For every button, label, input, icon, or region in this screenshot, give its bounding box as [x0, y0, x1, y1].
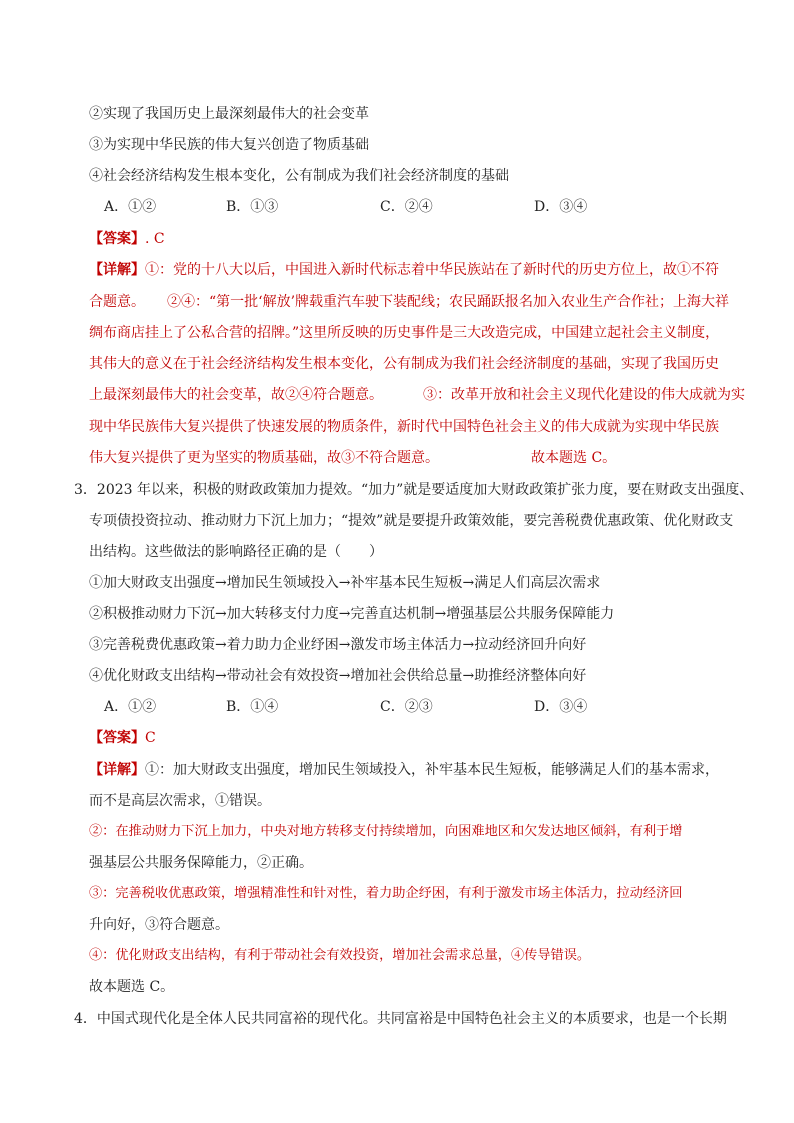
- q2-option-a: A．①②: [104, 199, 157, 215]
- q2-detail-line-2: [89, 292, 729, 312]
- q3-stem-line-1: 3．2023 年以来，积极的财政政策加力提效。“加力”就是要适度加大财政政策扩张力度，要在财政支出强度、: [74, 482, 754, 498]
- answer-value: . C: [145, 231, 165, 247]
- q4-stem-line-1: 4．中国式现代化是全体人民共同富裕的现代化。共同富裕是中国特色社会主义的本质要求，也是一个长期: [74, 1011, 727, 1027]
- q2-detail-line-6: 现中华民族伟大复兴提供了快速发展的物质条件，新时代中国特色社会主义的伟大成就为实现中华民族: [89, 419, 719, 435]
- q2-option-d: D．③④: [534, 199, 588, 215]
- q3-option-c: C．②③: [380, 699, 433, 715]
- detail-text: ②④：“第一批‘解放’牌载重汽车驶下装配线；农民踊跃报名加入农业生产合作社；上海大祥: [167, 294, 730, 310]
- answer-value: C: [145, 730, 156, 746]
- detail-text: 合题意。: [89, 294, 145, 310]
- detail-text: ①：党的十八大以后，中国进入新时代标志着中华民族站在了新时代的历史方位上，故①不符: [145, 262, 719, 278]
- detail-text: ③：改革开放和社会主义现代化建设的伟大成就为实: [423, 387, 745, 403]
- q3-detail-line-1: [89, 760, 719, 780]
- q3-statement-3: ③完善税费优惠政策→着力助力企业纾困→激发市场主体活力→拉动经济回升向好: [89, 637, 587, 653]
- q3-stem-line-2: 专项债投资拉动、推动财力下沉上加力；“提效”就是要提升政策效能，要完善税费优惠政策、优化财政支: [89, 513, 734, 529]
- q3-detail-line-6: 升向好，③符合题意。: [89, 917, 229, 933]
- detail-label: 【详解】: [89, 762, 145, 778]
- detail-text: 伟大复兴提供了更为坚实的物质基础，故③不符合题意。: [89, 450, 439, 466]
- q2-detail-line-4: 其伟大的意义在于社会经济结构发生根本变化，公有制成为我们社会经济制度的基础，实现了我国历史: [89, 356, 719, 372]
- q2-option-c: C．②④: [380, 199, 433, 215]
- detail-text: ①：加大财政支出强度，增加民生领域投入，补牢基本民生短板，能够满足人们的基本需求，: [145, 762, 719, 778]
- q3-detail-line-3: ②：在推动财力下沉上加力，中央对地方转移支付持续增加，向困难地区和欠发达地区倾斜，有利于增: [89, 824, 683, 839]
- answer-label: 【答案】: [89, 231, 145, 247]
- q2-option-b: B．①③: [226, 199, 279, 215]
- q3-detail-line-4: 强基层公共服务保障能力，②正确。: [89, 855, 313, 871]
- q2-statement-3: ③为实现中华民族的伟大复兴创造了物质基础: [89, 137, 369, 153]
- q2-detail-line-1: [89, 260, 719, 280]
- q2-answer: [89, 229, 165, 249]
- detail-label: 【详解】: [89, 262, 145, 278]
- detail-text: 故本题选 C。: [531, 450, 617, 466]
- q3-option-a: A．①②: [104, 699, 157, 715]
- q2-statement-4: ④社会经济结构发生根本变化，公有制成为我们社会经济制度的基础: [89, 168, 509, 184]
- q3-detail-line-8: 故本题选 C。: [89, 979, 175, 995]
- answer-label: 【答案】: [89, 730, 145, 746]
- detail-text: 上最深刻最伟大的社会变革，故②④符合题意。: [89, 387, 383, 403]
- q3-detail-line-2: 而不是高层次需求，①错误。: [89, 793, 271, 809]
- q3-statement-2: ②积极推动财力下沉→加大转移支付力度→完善直达机制→增强基层公共服务保障能力: [89, 606, 615, 622]
- q2-detail-line-3: 绸布商店挂上了公私合营的招牌。”这里所反映的历史事件是三大改造完成，中国建立起社会主义制度，: [89, 325, 720, 341]
- q3-option-b: B．①④: [226, 699, 279, 715]
- q2-statement-2: ②实现了我国历史上最深刻最伟大的社会变革: [89, 106, 369, 122]
- q3-answer: [89, 728, 156, 748]
- q3-option-d: D．③④: [534, 699, 588, 715]
- q3-detail-line-5: ③：完善税收优惠政策，增强精准性和针对性，着力助企纾困，有利于激发市场主体活力，拉动经济回: [89, 886, 683, 901]
- q2-detail-line-7: [89, 448, 616, 468]
- q3-stem-line-3: 出结构。这些做法的影响路径正确的是（ ）: [89, 544, 383, 560]
- q3-detail-line-7: ④：优化财政支出结构，有利于带动社会有效投资，增加社会需求总量，④传导错误。: [89, 948, 591, 963]
- q2-detail-line-5: [89, 385, 745, 405]
- q3-statement-4: ④优化财政支出结构→带动社会有效投资→增加社会供给总量→助推经济整体向好: [89, 668, 587, 684]
- q3-statement-1: ①加大财政支出强度→增加民生领域投入→补牢基本民生短板→满足人们高层次需求: [89, 575, 601, 591]
